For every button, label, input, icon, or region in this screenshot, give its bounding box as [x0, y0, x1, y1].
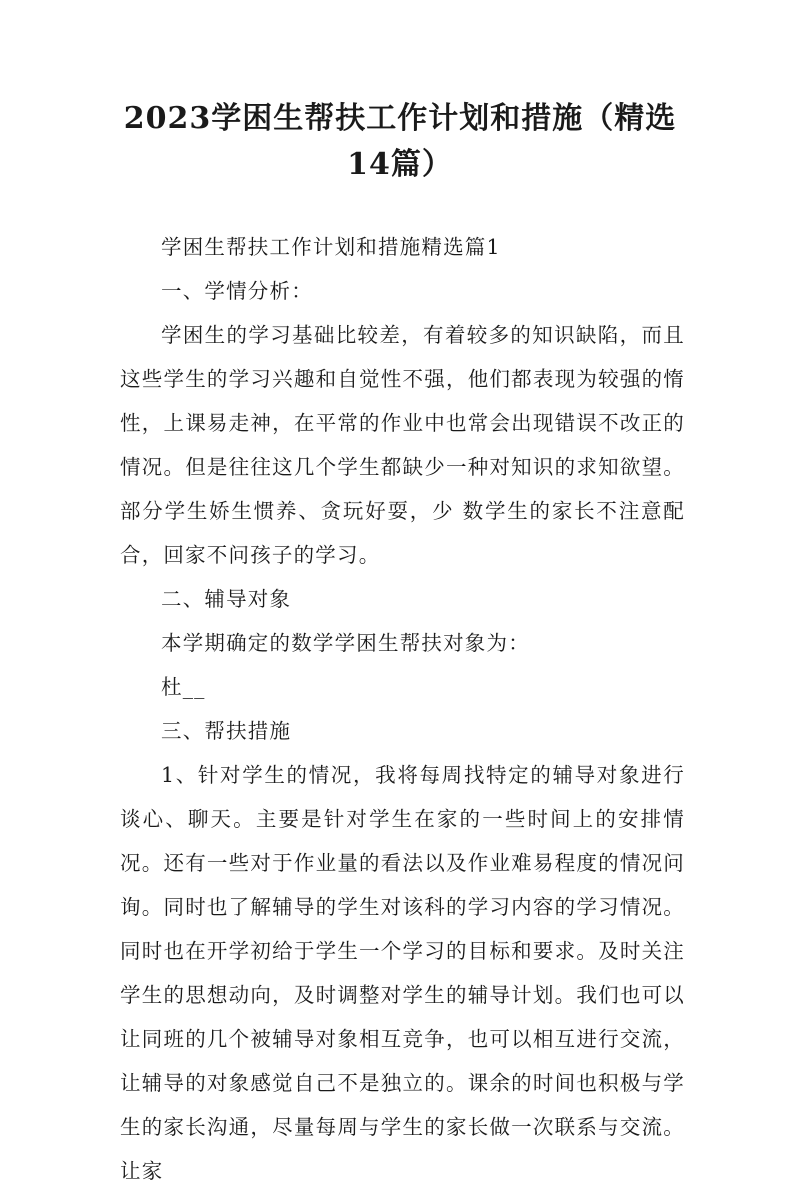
part2-heading: 二、辅导对象 [161, 587, 292, 611]
section-heading: 学困生帮扶工作计划和措施精选篇1 [161, 235, 501, 259]
part3-paragraph: 1、针对学生的情况，我将每周找特定的辅导对象进行谈心、聊天。主要是针对学生在家的一些时间上的安排情况。还有一些对于作业量的看法以及作业难易程度的情况问询。同时也了解辅导的学生对该科的学习内容的学习情况。同时也在开学初给于学生一个学习的目标和要求。及时关注学生的思想动向，及时调整对学生的辅导计划。我们也可以让同班的几个被辅导对象相互竞争，也可以相互进行交流，让辅导的对象感觉自己不是独立的。课余的时间也积极与学生的家长沟通，尽量每周与学生的家长做一次联系与交流。让家 [120, 763, 685, 1183]
part1-paragraph: 学困生的学习基础比较差，有着较多的知识缺陷，而且这些学生的学习兴趣和自觉性不强，他们都表现为较强的惰性，上课易走神，在平常的作业中也常会出现错误不改正的情况。但是往往这几个学生都缺少一种对知识的求知欲望。部分学生娇生惯养、贪玩好耍，少 数学生的家长不注意配合，回家不问孩子的学习。 [120, 323, 685, 567]
part1-heading: 一、学情分析： [161, 279, 313, 303]
document-body [120, 225, 685, 1193]
part2-line: 本学期确定的数学学困生帮扶对象为： [161, 631, 530, 655]
part3-heading: 三、帮扶措施 [161, 719, 292, 743]
document-title: 2023学困生帮扶工作计划和措施（精选14篇） [123, 101, 677, 182]
part2-name: 杜__ [161, 675, 206, 699]
